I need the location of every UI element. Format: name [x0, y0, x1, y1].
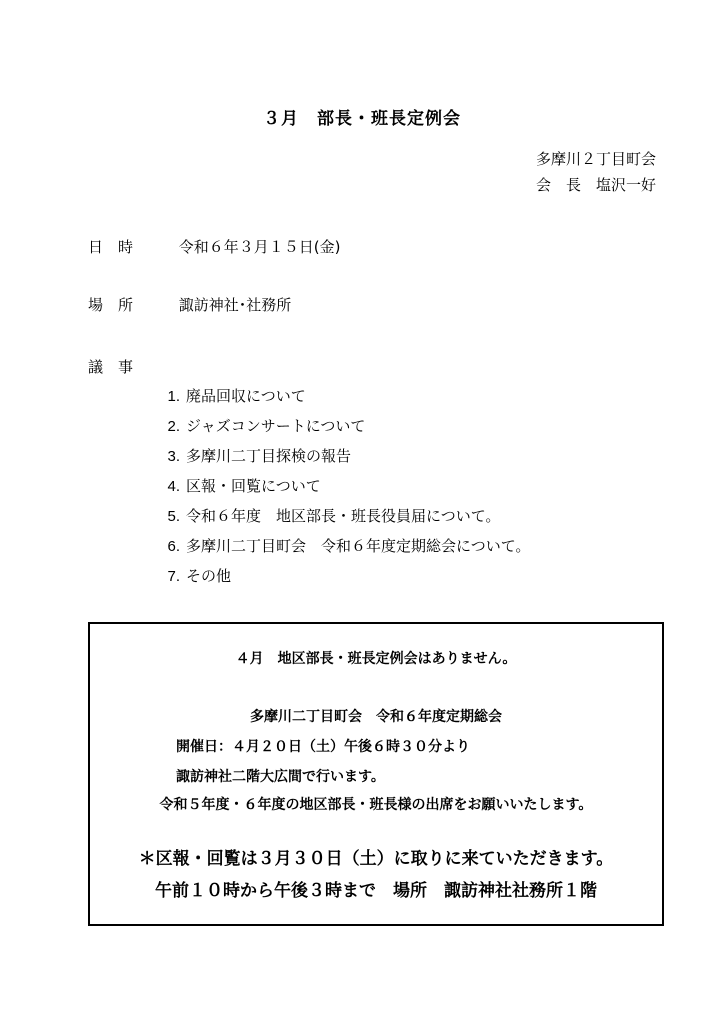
agenda-item [154, 561, 530, 591]
notice-pickup-date: ＊区報・回覧は３月３０日（土）に取りに来ていただきます。 [138, 849, 614, 869]
agenda-item [154, 381, 530, 411]
agenda-item-number: 7. [167, 568, 180, 585]
page-title: ３月 部長・班長定例会 [263, 109, 461, 129]
agenda-item-text: ジャズコンサートについて [186, 417, 366, 435]
date-value: 令和６年３月１５日(金) [178, 238, 341, 256]
place-label: 場 所 [88, 296, 134, 314]
notice-attendance-request: 令和５年度・６年度の地区部長・班長様の出席をお願いいたします。 [159, 797, 593, 813]
agenda-item-number: 2. [167, 418, 180, 435]
agenda-item-number: 5. [167, 508, 180, 525]
agenda-item-number: 6. [167, 538, 180, 555]
agenda-item [154, 441, 530, 471]
date-field [88, 236, 341, 257]
agenda-list [154, 381, 530, 591]
date-label: 日 時 [88, 238, 134, 256]
agenda-item [154, 501, 530, 531]
agenda-item [154, 531, 530, 561]
notice-meeting-venue: 諏訪神社二階大広間で行います。 [176, 769, 385, 785]
place-field [88, 294, 291, 315]
notice-box [88, 622, 664, 926]
agenda-item-text: 廃品回収について [186, 387, 306, 405]
notice-general-meeting-title: 多摩川二丁目町会 令和６年度定期総会 [250, 709, 502, 725]
notice-no-meeting: ４月 地区部長・班長定例会はありません。 [235, 651, 517, 667]
agenda-item-number: 4. [167, 478, 180, 495]
agenda-item-number: 3. [167, 448, 180, 465]
agenda-item-text: 多摩川二丁目探検の報告 [186, 447, 352, 465]
agenda-item-text: 区報・回覧について [186, 477, 321, 495]
agenda-label: 議 事 [88, 358, 134, 376]
agenda-item-number: 1. [167, 388, 180, 405]
organization-block [536, 146, 656, 198]
organization-chair: 会 長 塩沢一好 [535, 176, 656, 194]
notice-meeting-date: 開催日：４月２０日（土）午後６時３０分より [176, 739, 470, 755]
place-value: 諏訪神社･社務所 [178, 296, 292, 314]
agenda-item-text: その他 [186, 567, 232, 585]
notice-pickup-time-place: 午前１０時から午後３時まで 場所 諏訪神社社務所１階 [155, 881, 597, 901]
agenda-item-text: 多摩川二丁目町会 令和６年度定期総会について。 [186, 537, 531, 555]
agenda-item [154, 471, 530, 501]
organization-name: 多摩川２丁目町会 [535, 150, 656, 168]
agenda-item-text: 令和６年度 地区部長・班長役員届について。 [186, 507, 501, 525]
agenda-item [154, 411, 530, 441]
